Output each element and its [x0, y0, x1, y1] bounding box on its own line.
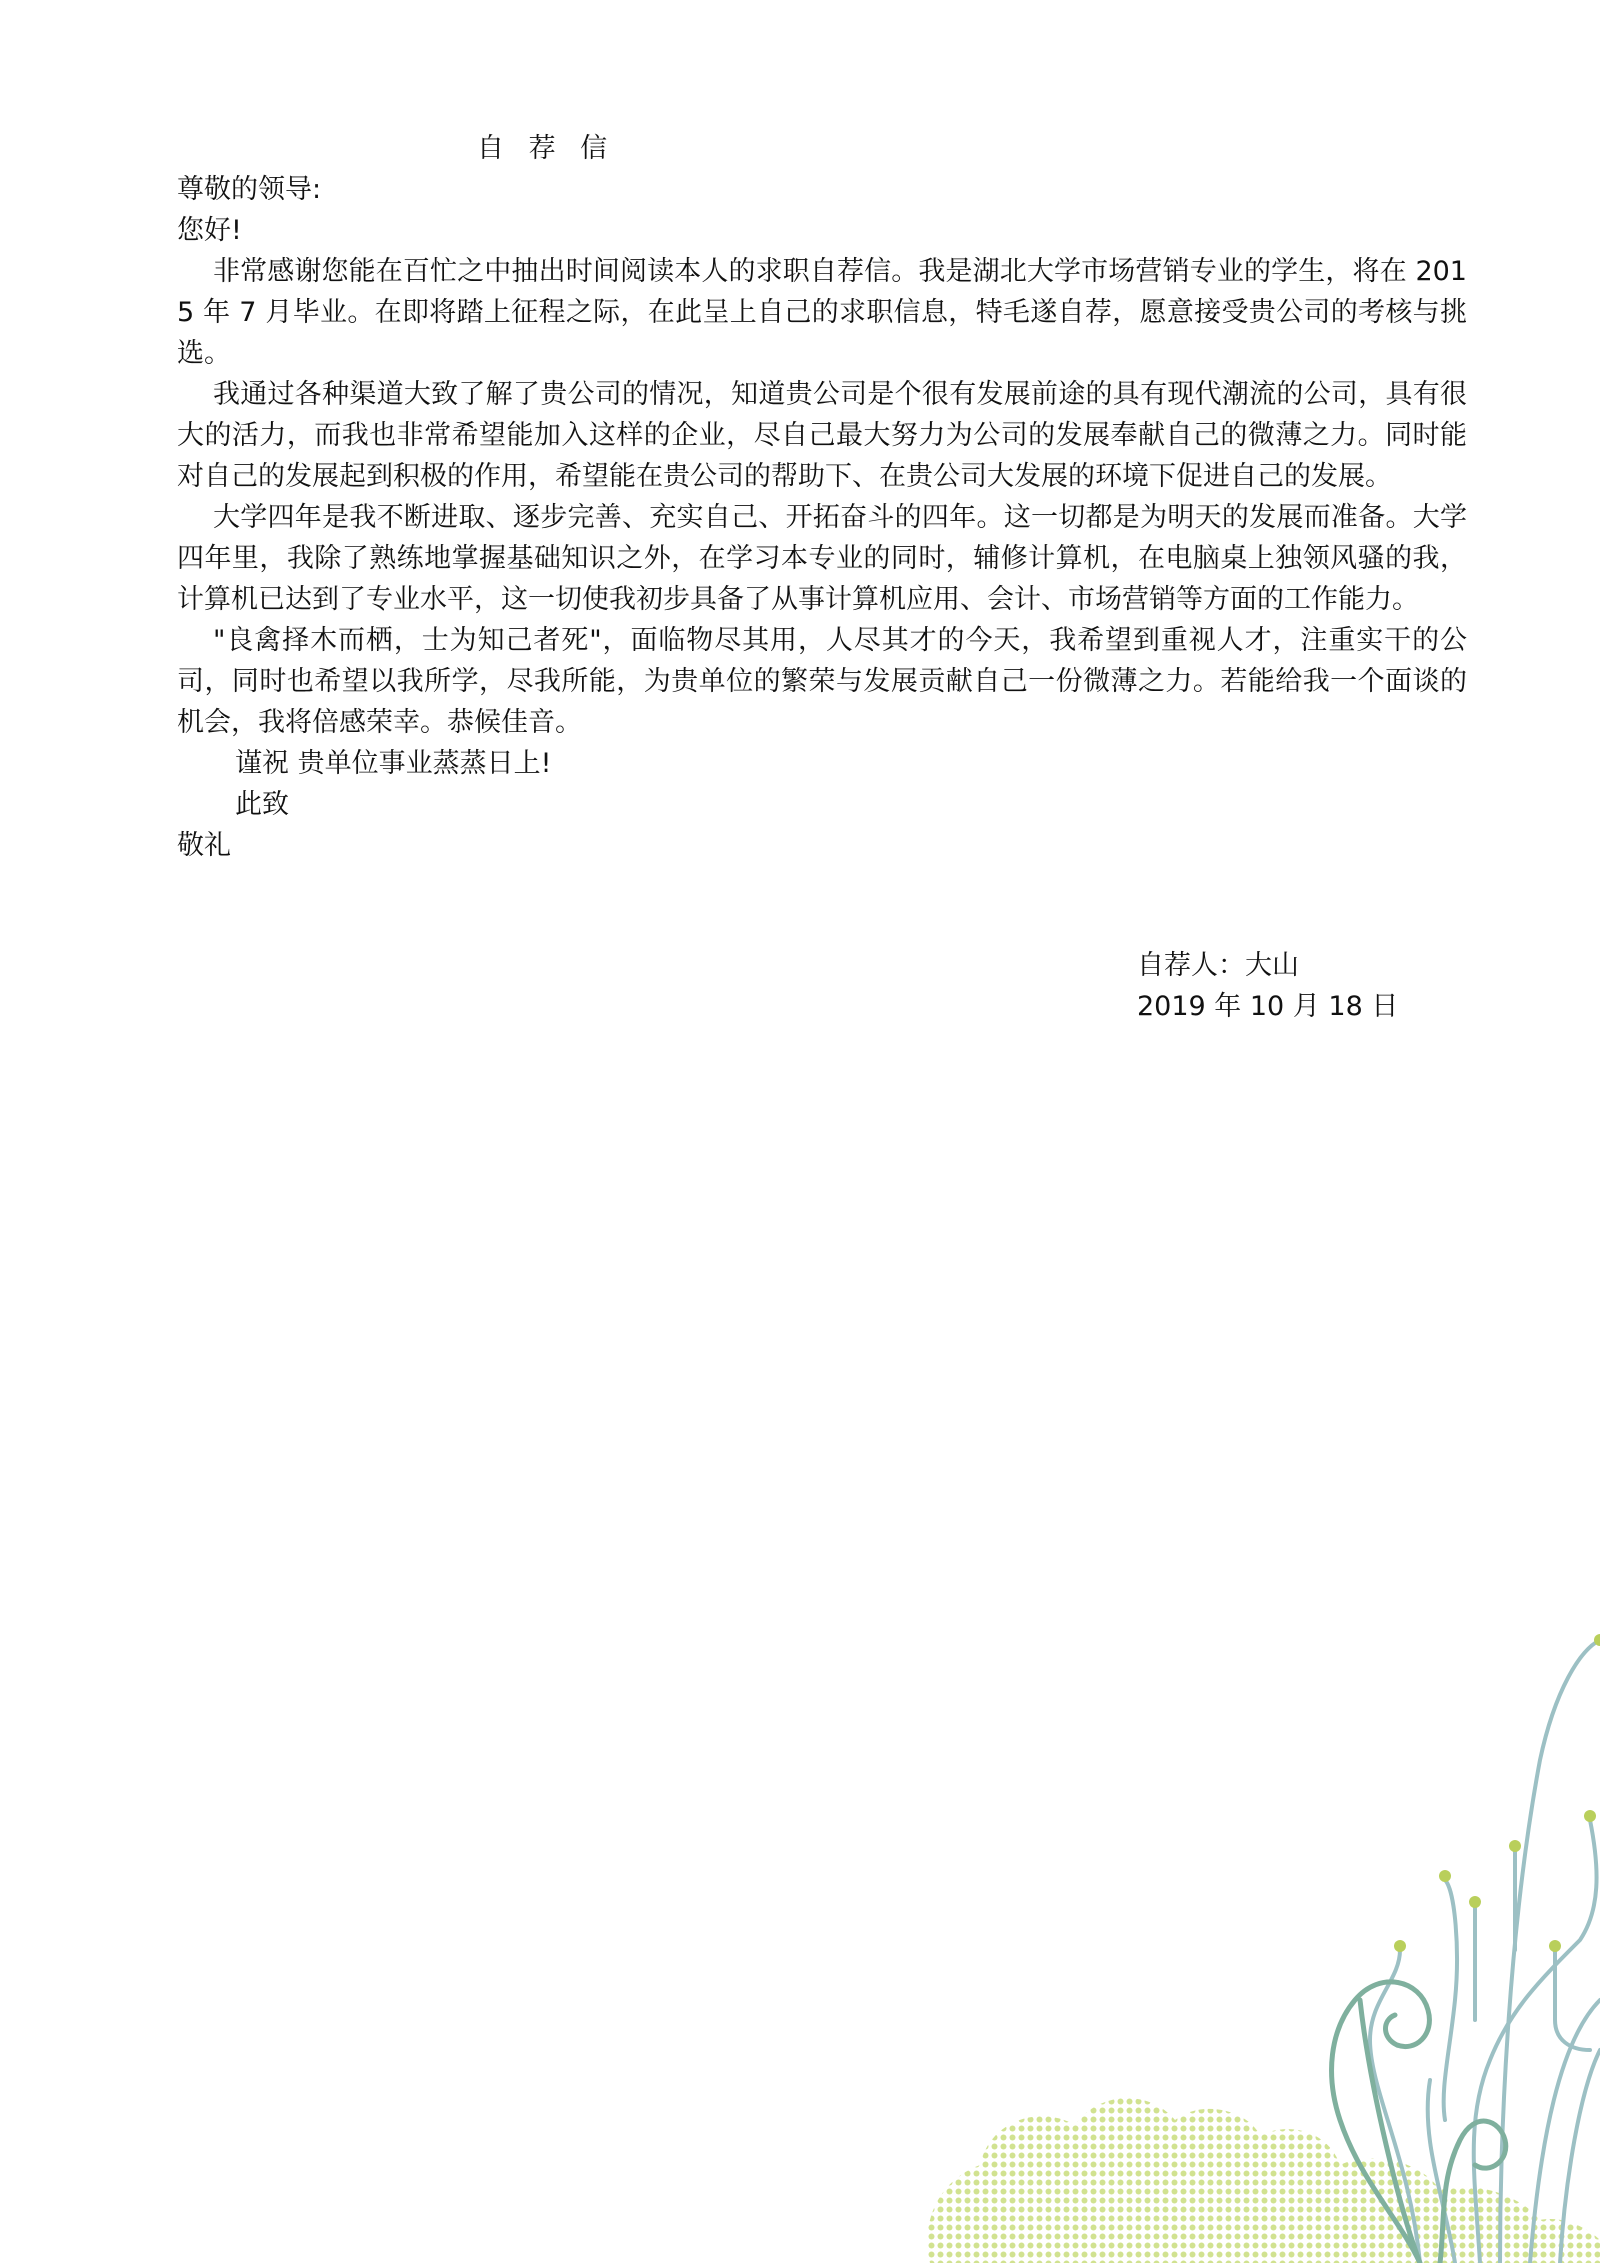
salutation: 尊敬的领导: [177, 174, 322, 205]
greeting: 您好! [177, 215, 242, 246]
wish-line: 谨祝 贵单位事业蒸蒸日上! [235, 748, 552, 779]
floral-vine-decoration-icon [900, 1620, 1600, 2263]
letter-title: 自 荐 信 [477, 133, 616, 164]
signer-name: 自荐人：大山 [1137, 950, 1299, 981]
paragraph-education: 大学四年是我不断进取、逐步完善、充实自己、开拓奋斗的四年。这一切都是为明天的发展而准备。大学四年里，我除了熟练地掌握基础知识之外，在学习本专业的同时，辅修计算机，在电脑桌上独领风骚的我，计算机已达到了专业水平，这一切使我初步具备了从事计算机应用、会计、市场营销等方面的工作能力。 [177, 502, 1467, 615]
paragraph-closing: "良禽择木而栖，士为知己者死"，面临物尽其用，人尽其才的今天，我希望到重视人才，注重实干的公司，同时也希望以我所学，尽我所能，为贵单位的繁荣与发展贡献自己一份微薄之力。若能给我一个面谈的机会，我将倍感荣幸。恭候佳音。 [177, 625, 1467, 738]
paragraph-company: 我通过各种渠道大致了解了贵公司的情况，知道贵公司是个很有发展前途的具有现代潮流的公司，具有很大的活力，而我也非常希望能加入这样的企业，尽自己最大努力为公司的发展奉献自己的微薄之力。同时能对自己的发展起到积极的作用，希望能在贵公司的帮助下、在贵公司大发展的环境下促进自己的发展。 [177, 379, 1467, 492]
letter-date: 2019 年 10 月 18 日 [1137, 991, 1399, 1022]
signature-block [1137, 945, 1398, 1027]
closing-cizhi: 此致 [235, 789, 289, 820]
letter-body [177, 128, 1467, 866]
closing-jingli: 敬礼 [177, 830, 231, 861]
paragraph-intro: 非常感谢您能在百忙之中抽出时间阅读本人的求职自荐信。我是湖北大学市场营销专业的学生，将在 2015 年 7 月毕业。在即将踏上征程之际，在此呈上自己的求职信息，特毛遂自荐，愿意接受贵公司的考核与挑选。 [177, 256, 1467, 369]
